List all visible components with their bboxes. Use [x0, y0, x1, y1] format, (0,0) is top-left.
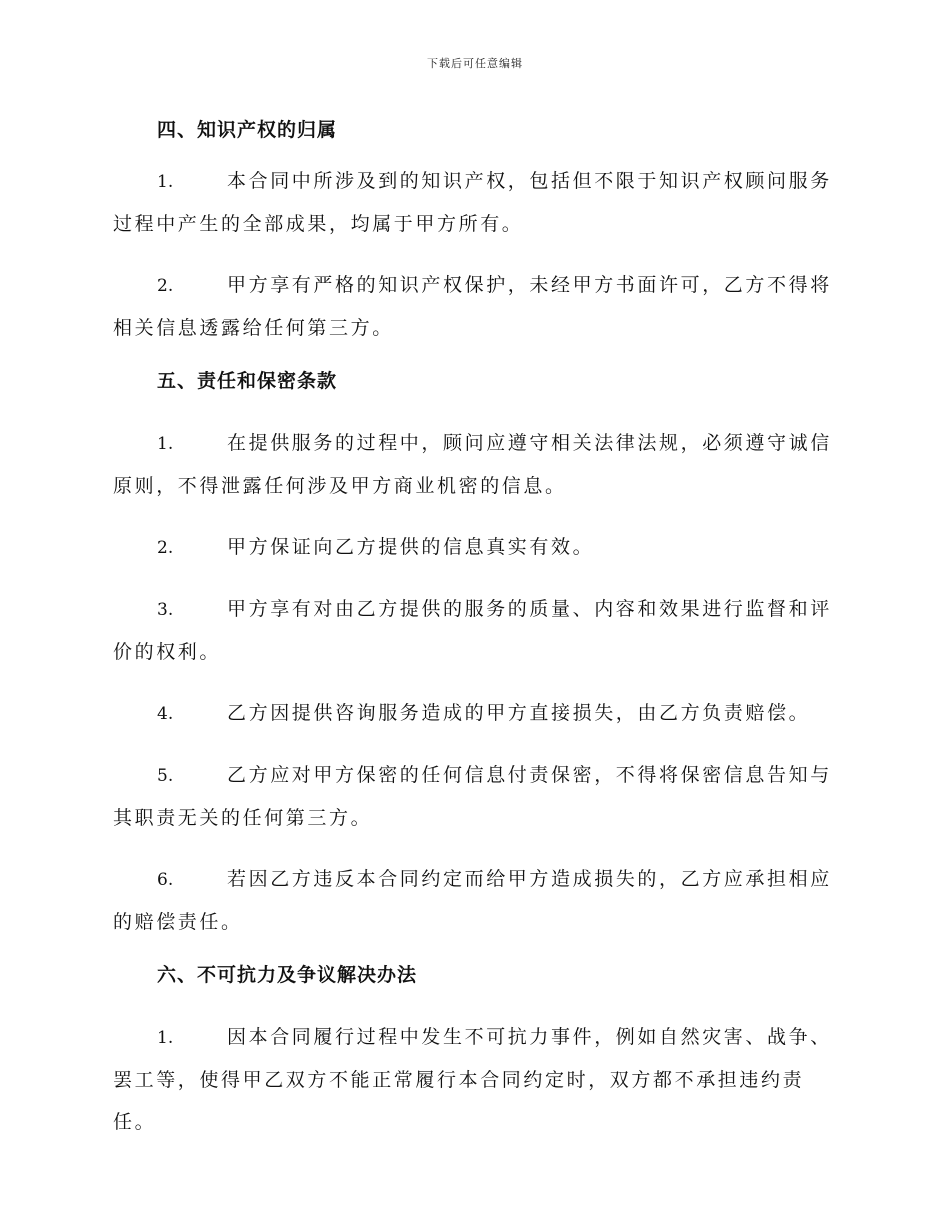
clause	[113, 422, 835, 507]
clause-text: 乙方因提供咨询服务造成的甲方直接损失，由乙方负责赔偿。	[227, 702, 811, 724]
clause	[113, 264, 835, 349]
clause-text: 甲方保证向乙方提供的信息真实有效。	[227, 536, 595, 558]
clause	[113, 1016, 835, 1143]
clause-number: 2.	[157, 276, 174, 296]
clause-number: 1.	[157, 172, 174, 192]
section-heading: 四、知识产权的归属	[157, 119, 338, 141]
clause-number: 5.	[157, 766, 174, 786]
clause-text: 因本合同履行过程中发生不可抗力事件，例如自然灾害、战争、罢工等，使得甲乙双方不能正常履行本合同约定时，双方都不承担违约责任。	[113, 1026, 832, 1133]
clause-number: 4.	[157, 704, 174, 724]
clause-text: 乙方应对甲方保密的任何信息付责保密，不得将保密信息告知与其职责无关的任何第三方。	[113, 764, 832, 829]
clause-text: 在提供服务的过程中，顾问应遵守相关法律法规，必须遵守诚信原则，不得泄露任何涉及甲方商业机密的信息。	[113, 432, 832, 497]
section-heading: 五、责任和保密条款	[157, 370, 338, 392]
clause-text: 甲方享有对由乙方提供的服务的质量、内容和效果进行监督和评价的权利。	[113, 598, 832, 663]
clause-text: 若因乙方违反本合同约定而给甲方造成损失的，乙方应承担相应的赔偿责任。	[113, 868, 832, 933]
clause-number: 1.	[157, 1028, 174, 1048]
clause	[113, 858, 835, 943]
clause-text: 本合同中所涉及到的知识产权，包括但不限于知识产权顾问服务过程中产生的全部成果，均属于甲方所有。	[113, 170, 832, 235]
clause-number: 6.	[157, 870, 174, 890]
header-note: 下载后可任意编辑	[427, 57, 523, 70]
section-heading: 六、不可抗力及争议解决办法	[157, 964, 418, 986]
clause	[113, 588, 835, 673]
clause-number: 1.	[157, 434, 174, 454]
clause	[113, 754, 835, 839]
clause-text: 甲方享有严格的知识产权保护，未经甲方书面许可，乙方不得将相关信息透露给任何第三方。	[113, 274, 832, 339]
document-body	[113, 108, 835, 1153]
clause	[113, 692, 835, 735]
clause	[113, 526, 835, 569]
clause	[113, 160, 835, 245]
clause-number: 3.	[157, 600, 174, 620]
clause-number: 2.	[157, 538, 174, 558]
